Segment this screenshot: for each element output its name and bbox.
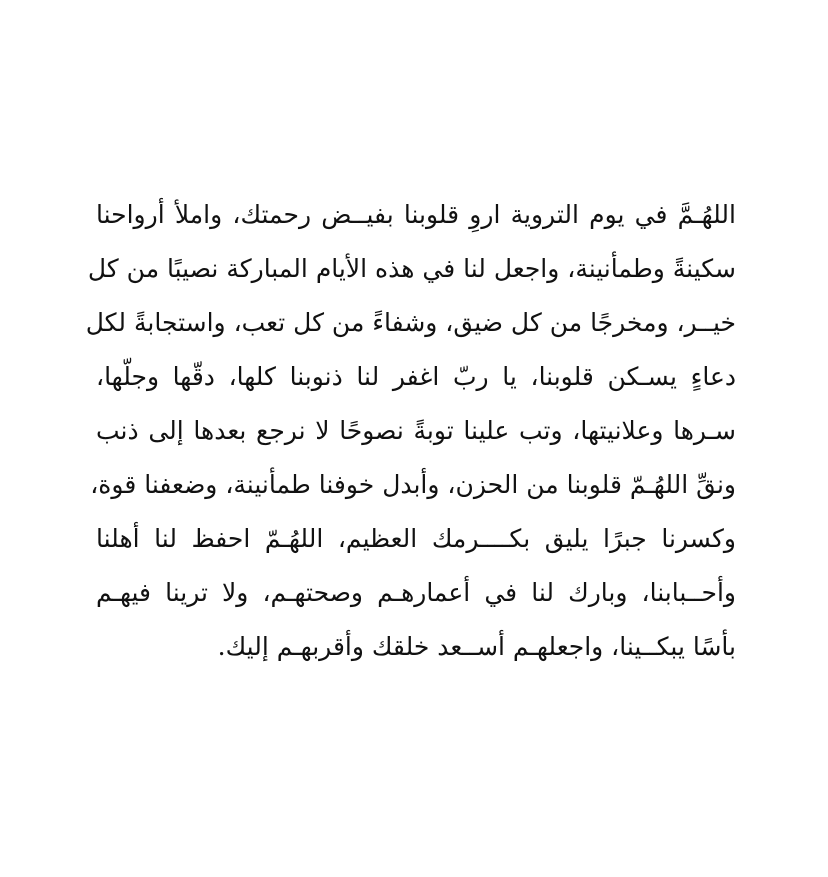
text-line-3: خيــر، ومخرجًا من كل ضيق، وشفاءً من كل تعب، واستجابةً لكل — [85, 308, 736, 337]
text-line-1: اللهُـمَّ في يوم التروية اروِ قلوبنا بفيــض رحمتك، واملأ أرواحنا — [96, 200, 736, 229]
prayer-text — [85, 188, 736, 674]
text-line-7: وكسرنا جبرًا يليق بكــــرمك العظيم، اللهُـمّ احفظ لنا أهلنا — [96, 524, 736, 553]
text-line-6: ونقِّ اللهُـمّ قلوبنا من الحزن، وأبدل خوفنا طمأنينة، وضعفنا قوة، — [90, 470, 736, 499]
text-line-9: بأسًا يبكــينا، واجعلهـم أســعد خلقك وأقربهـم إليك. — [217, 632, 736, 661]
text-line-5: سـرها وعلانيتها، وتب علينا توبةً نصوحًا لا نرجع بعدها إلى ذنب — [96, 416, 736, 445]
text-line-4: دعاءٍ يسـكن قلوبنا، يا ربّ اغفر لنا ذنوبنا كلها، دقّها وجلّها، — [96, 362, 736, 391]
text-line-2: سكينةً وطمأنينة، واجعل لنا في هذه الأيام المباركة نصيبًا من كل — [87, 254, 736, 283]
text-line-8: وأحــبابنا، وبارك لنا في أعمارهـم وصحتهـم، ولا ترينا فيهـم — [96, 578, 736, 607]
